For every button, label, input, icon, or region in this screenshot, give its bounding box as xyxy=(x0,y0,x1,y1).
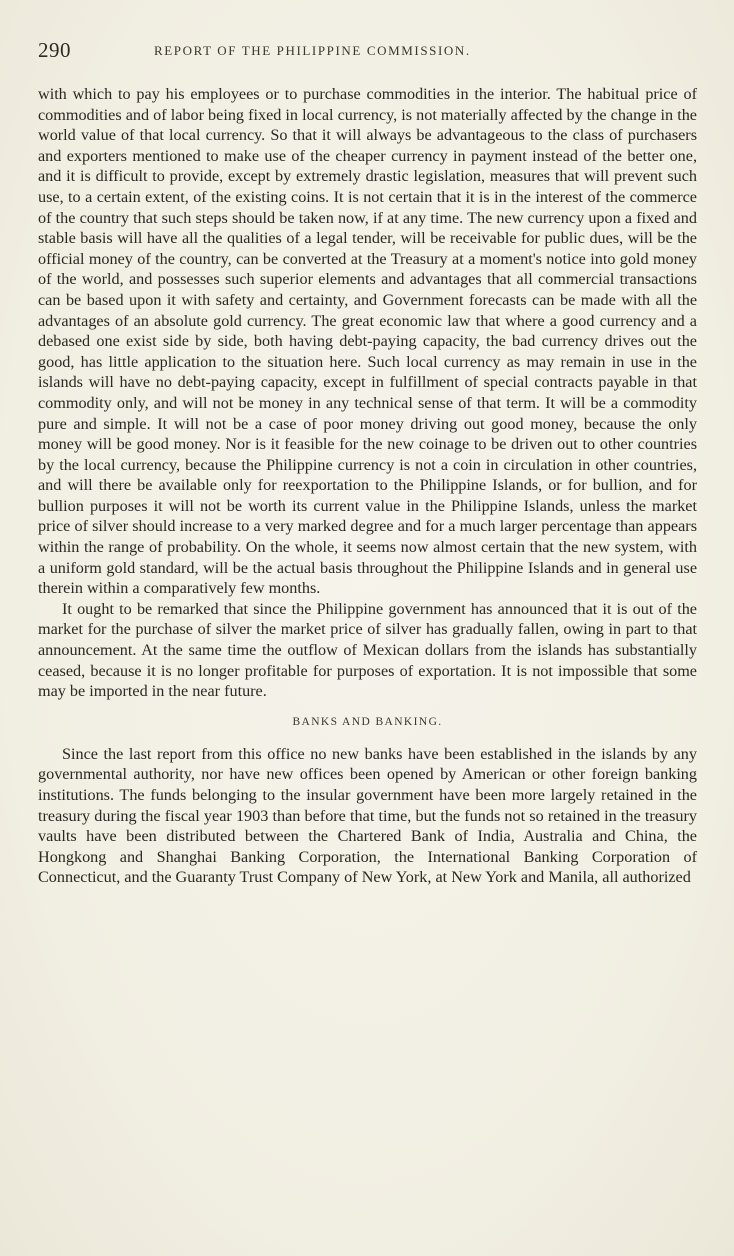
running-header xyxy=(38,38,698,68)
body-text xyxy=(38,84,697,1224)
paragraph-silver-market: It ought to be remarked that since the Philippine government has announced that it is out of the market for the purchase of silver the market price of silver has gradually fallen, owing in part to that announcement. At the same time the outflow of Mexican dollars from the islands has substantially ceased, because it is no longer profitable for purposes of exportation. It is not impossible that some may be imported in the near future. xyxy=(38,599,697,701)
paragraph-currency-continued: with which to pay his employees or to purchase commodities in the interior. The habitual price of commodities and of labor being fixed in local currency, is not materially affected by the change in the world value of that local currency. So that it will always be advantageous to the class of purchasers and exporters mentioned to make use of the cheaper currency in payment instead of the better one, and it is difficult to provide, except by extremely drastic legislation, measures that will prevent such use, to a certain extent, of the existing coins. It is not certain that it is in the interest of the commerce of the country that such steps should be taken now, if at any time. The new currency upon a fixed and stable basis will have all the qualities of a legal tender, will be receivable for public dues, will be the official money of the country, can be converted at the Treasury at a moment's notice into gold money of the world, and possesses such superior elements and advantages that all commercial transactions can be based upon it with safety and certainty, and Government forecasts can be made with all the advantages of an absolute gold currency. The great economic law that where a good currency and a debased one exist side by side, both having debt-paying capacity, the bad currency drives out the good, has little application to the situation here. Such local currency as may remain in use in the islands will have no debt-paying capacity, except in fulfillment of special contracts payable in that commodity only, and will not be money in any technical sense of that term. It will be a commodity pure and simple. It will not be a case of poor money driving out good money, because the only money will be good money. Nor is it feasible for the new coinage to be driven out to other countries by the local currency, because the Philippine currency is not a coin in circulation in other countries, and will there be available only for reexportation to the Philippine Islands, or for bullion, and for bullion purposes it will not be worth its current value in the Philippine Islands, unless the market price of silver should increase to a very marked degree and for a much larger percentage than appears within the range of probability. On the whole, it seems now almost certain that the new system, with a uniform gold standard, will be the actual basis throughout the Philippine Islands and in general use therein within a comparatively few months. xyxy=(38,85,697,598)
section-heading-banks: BANKS AND BANKING. xyxy=(292,715,443,728)
paragraph-banks: Since the last report from this office no new banks have been established in the islands by any governmental authority, nor have new offices been opened by American or other foreign banking institutions. The funds belonging to the insular government have been more largely retained in the treasury during the fiscal year 1903 than before that time, but the funds not so retained in the treasury vaults have been distributed between the Chartered Bank of India, Australia and China, the Hongkong and Shanghai Banking Corporation, the International Banking Corporation of Connecticut, and the Guaranty Trust Company of New York, at New York and Manila, all authorized xyxy=(38,744,697,887)
running-header-title: REPORT OF THE PHILIPPINE COMMISSION. xyxy=(154,43,471,58)
page-number: 290 xyxy=(38,38,71,62)
